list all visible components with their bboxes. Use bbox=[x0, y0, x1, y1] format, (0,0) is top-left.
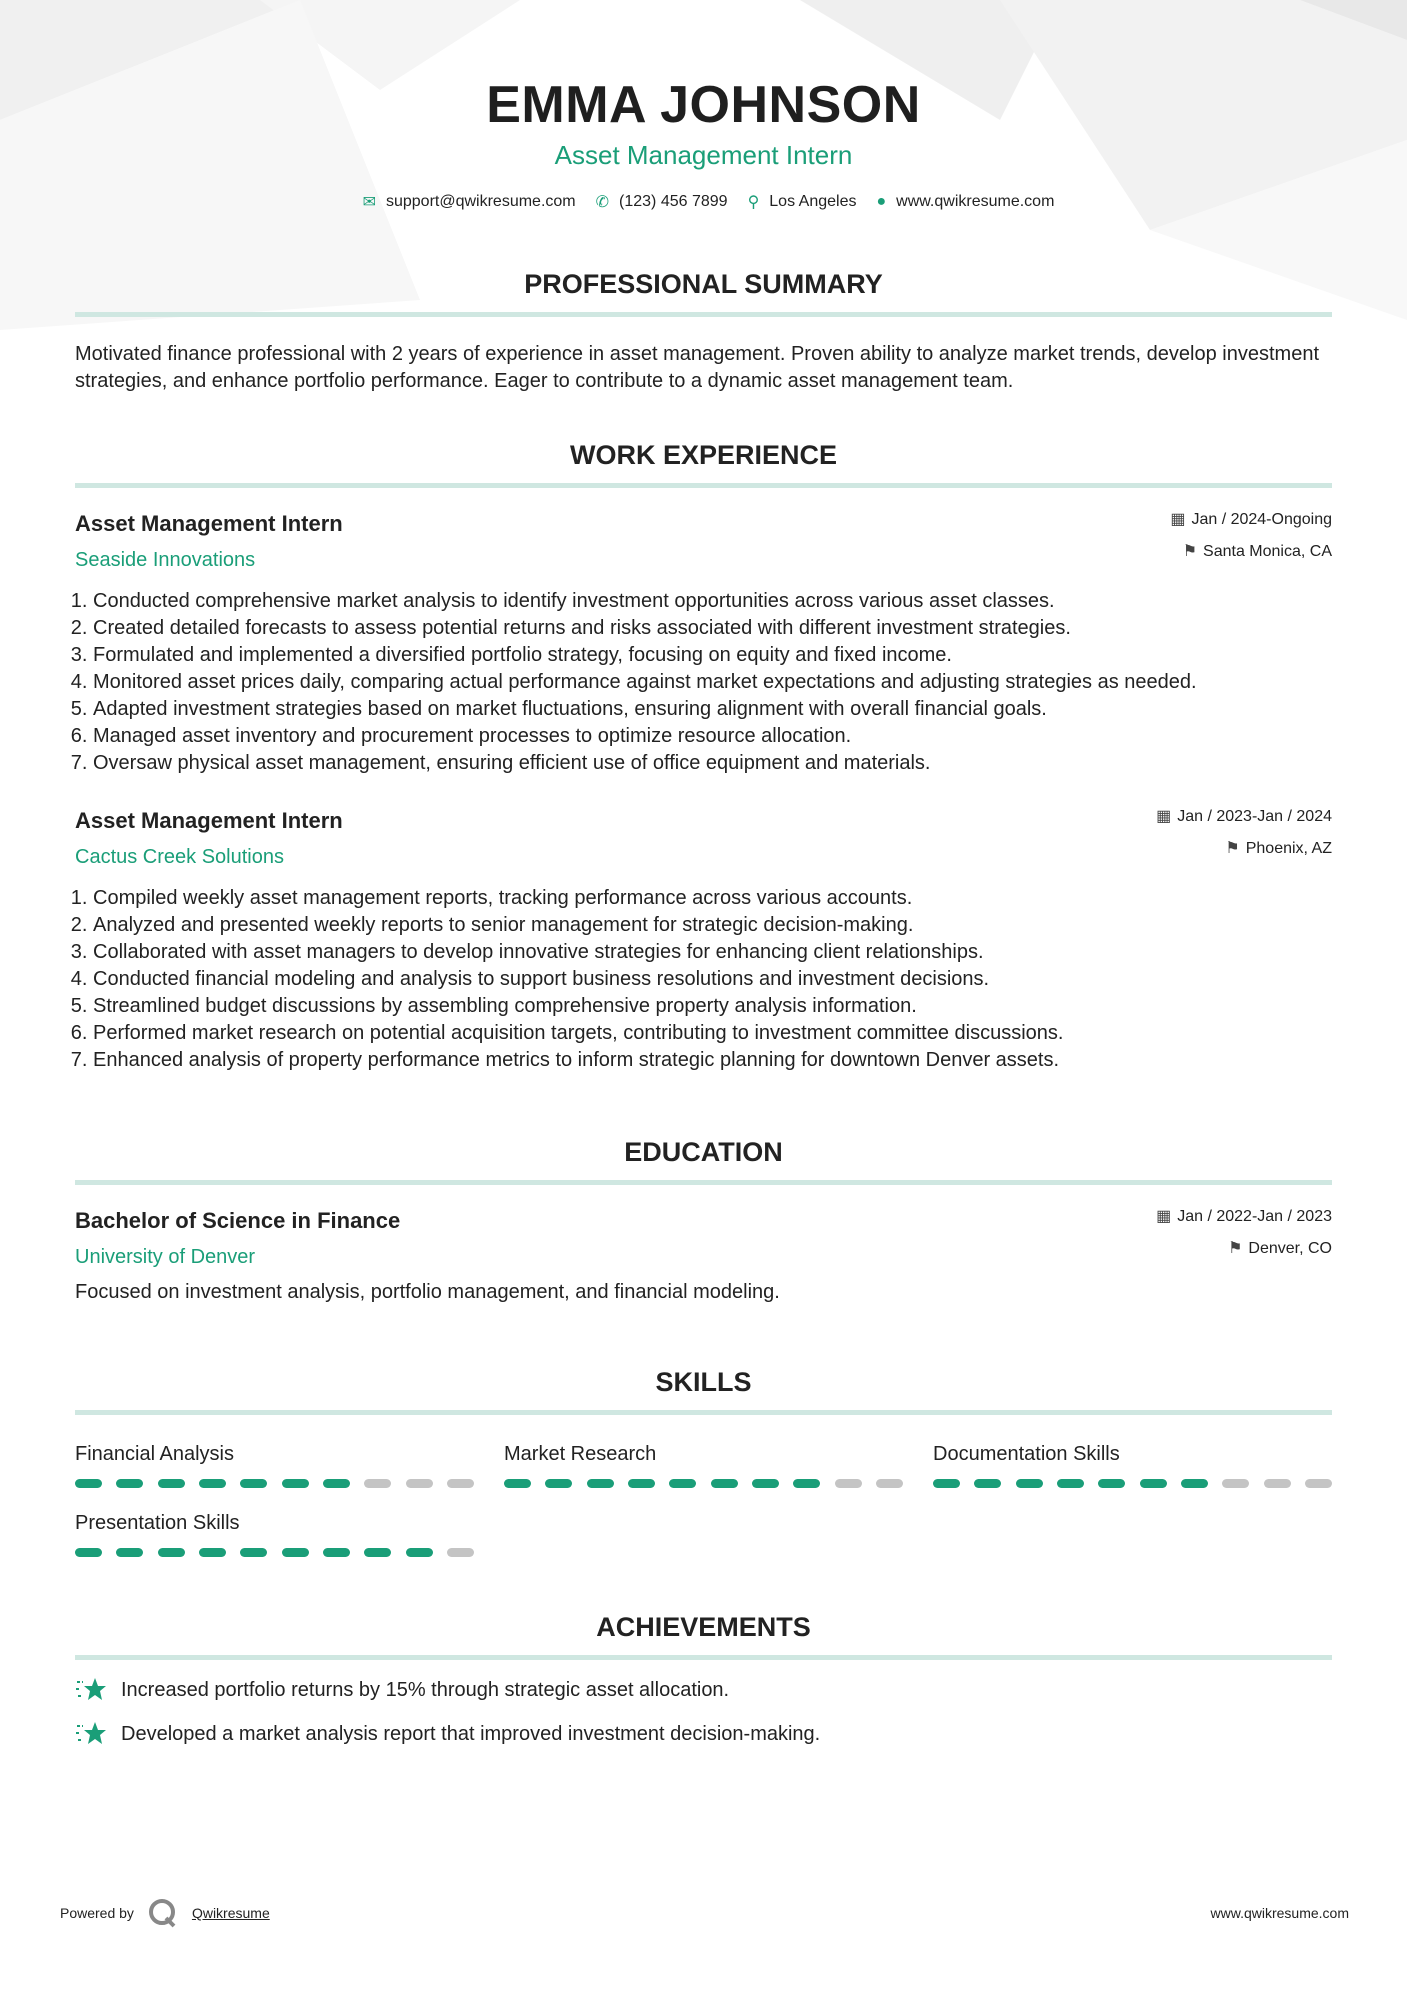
rating-dot-empty bbox=[1222, 1479, 1249, 1488]
rating-dot-filled bbox=[406, 1548, 433, 1557]
job-location: Phoenix, AZ bbox=[1245, 840, 1332, 857]
bullet: 4. Conducted financial modeling and analysis to support business resolutions and investment decisions. bbox=[93, 966, 1332, 993]
education-location: Denver, CO bbox=[1248, 1240, 1332, 1257]
bullet: 5. Streamlined budget discussions by assembling comprehensive property analysis information. bbox=[93, 993, 1332, 1020]
job-location: Santa Monica, CA bbox=[1203, 543, 1332, 560]
school-name: University of Denver bbox=[75, 1246, 256, 1268]
calendar-icon: ▦ bbox=[1156, 808, 1172, 825]
job-bullets bbox=[75, 588, 1332, 777]
rating-dot-filled bbox=[75, 1548, 102, 1557]
rating-dot-filled bbox=[282, 1548, 309, 1557]
rating-dot-empty bbox=[1264, 1479, 1291, 1488]
rating-dot-filled bbox=[1098, 1479, 1125, 1488]
rating-dot-filled bbox=[974, 1479, 1001, 1488]
bullet: 3. Formulated and implemented a diversified portfolio strategy, focusing on equity and fixed income. bbox=[93, 642, 1332, 669]
rating-dot-filled bbox=[1016, 1479, 1043, 1488]
phone-icon: ✆ bbox=[595, 194, 610, 211]
rating-dot-empty bbox=[876, 1479, 903, 1488]
rating-dot-filled bbox=[752, 1479, 779, 1488]
achievement-text: Developed a market analysis report that improved investment decision-making. bbox=[121, 1722, 821, 1745]
bullet: 6. Managed asset inventory and procurement processes to optimize resource allocation. bbox=[93, 723, 1332, 750]
rating-dot-filled bbox=[282, 1479, 309, 1488]
bullet: 2. Created detailed forecasts to assess potential returns and risks associated with different investment strategies. bbox=[93, 615, 1332, 642]
rating-dot-filled bbox=[158, 1548, 185, 1557]
pin-icon: ⚑ bbox=[1228, 1240, 1243, 1257]
skill-rating bbox=[75, 1479, 474, 1488]
globe-icon: ● bbox=[876, 193, 887, 210]
education-date: Jan / 2022-Jan / 2023 bbox=[1177, 1208, 1332, 1225]
qwikresume-logo-icon bbox=[148, 1898, 178, 1928]
section-divider bbox=[75, 483, 1332, 488]
rating-dot-filled bbox=[364, 1548, 391, 1557]
rating-dot-filled bbox=[158, 1479, 185, 1488]
rating-dot-empty bbox=[447, 1548, 474, 1557]
section-title: ACHIEVEMENTS bbox=[596, 1612, 811, 1642]
bullet: 5. Adapted investment strategies based on market fluctuations, ensuring alignment with overall financial goals. bbox=[93, 696, 1332, 723]
footer bbox=[60, 1898, 1349, 1928]
skill-name: Documentation Skills bbox=[933, 1443, 1120, 1465]
rating-dot-filled bbox=[587, 1479, 614, 1488]
job-title: Asset Management Intern bbox=[75, 511, 343, 536]
section-title: SKILLS bbox=[655, 1367, 752, 1397]
rating-dot-filled bbox=[240, 1479, 267, 1488]
contact-location: Los Angeles bbox=[769, 193, 857, 210]
section-divider bbox=[75, 312, 1332, 317]
company-name: Seaside Innovations bbox=[75, 549, 256, 571]
rating-dot-filled bbox=[711, 1479, 738, 1488]
rating-dot-filled bbox=[116, 1548, 143, 1557]
section-divider bbox=[75, 1410, 1332, 1415]
job-entry bbox=[75, 807, 1332, 1074]
job-date: Jan / 2024-Ongoing bbox=[1191, 511, 1332, 528]
skill-name: Market Research bbox=[504, 1443, 657, 1465]
brand-link[interactable]: Qwikresume bbox=[191, 1905, 270, 1921]
rating-dot-empty bbox=[406, 1479, 433, 1488]
rating-dot-filled bbox=[628, 1479, 655, 1488]
rating-dot-filled bbox=[933, 1479, 960, 1488]
rating-dot-filled bbox=[1140, 1479, 1167, 1488]
rating-dot-filled bbox=[793, 1479, 820, 1488]
rating-dot-filled bbox=[545, 1479, 572, 1488]
rating-dot-filled bbox=[199, 1479, 226, 1488]
skill-rating bbox=[933, 1479, 1332, 1488]
rating-dot-filled bbox=[75, 1479, 102, 1488]
rating-dot-filled bbox=[240, 1548, 267, 1557]
contact-email[interactable]: support@qwikresume.com bbox=[385, 193, 576, 210]
summary-text: Motivated finance professional with 2 years of experience in asset management. Proven ability to analyze market trends, develop investment strategies, and enhance portfolio performance. Eager to contribute to a dynamic asset management team. bbox=[75, 343, 1319, 392]
job-entry bbox=[75, 510, 1332, 777]
rating-dot-empty bbox=[447, 1479, 474, 1488]
job-bullets bbox=[75, 885, 1332, 1074]
skills-section bbox=[75, 1366, 1332, 1557]
bullet: 7. Enhanced analysis of property performance metrics to inform strategic planning for downtown Denver assets. bbox=[93, 1047, 1332, 1074]
skill-rating bbox=[504, 1479, 903, 1488]
rating-dot-filled bbox=[504, 1479, 531, 1488]
skill-item bbox=[75, 1441, 474, 1488]
section-title: WORK EXPERIENCE bbox=[569, 440, 838, 470]
rating-dot-filled bbox=[199, 1548, 226, 1557]
bullet: 7. Oversaw physical asset management, ensuring efficient use of office equipment and materials. bbox=[93, 750, 1332, 777]
footer-website[interactable]: www.qwikresume.com bbox=[1210, 1905, 1349, 1921]
star-icon bbox=[75, 1720, 107, 1748]
rating-dot-empty bbox=[835, 1479, 862, 1488]
bullet: 6. Performed market research on potential acquisition targets, contributing to investment committee discussions. bbox=[93, 1020, 1332, 1047]
skill-item bbox=[75, 1510, 474, 1557]
experience-section bbox=[75, 439, 1332, 1074]
achievement-item bbox=[75, 1720, 1332, 1748]
calendar-icon: ▦ bbox=[1170, 511, 1186, 528]
education-description: Focused on investment analysis, portfolio management, and financial modeling. bbox=[75, 1281, 780, 1303]
bullet: 1. Compiled weekly asset management reports, tracking performance across various accounts. bbox=[93, 885, 1332, 912]
bullet: 3. Collaborated with asset managers to develop innovative strategies for enhancing client relationships. bbox=[93, 939, 1332, 966]
contact-website[interactable]: www.qwikresume.com bbox=[896, 193, 1055, 210]
powered-by-label: Powered by bbox=[60, 1905, 134, 1921]
rating-dot-filled bbox=[323, 1548, 350, 1557]
skill-rating bbox=[75, 1548, 474, 1557]
candidate-role: Asset Management Intern bbox=[554, 140, 853, 170]
star-icon bbox=[75, 1676, 107, 1704]
bullet: 4. Monitored asset prices daily, comparing actual performance against market expectations and adjusting strategies as needed. bbox=[93, 669, 1332, 696]
degree: Bachelor of Science in Finance bbox=[75, 1208, 401, 1233]
skill-item bbox=[504, 1441, 903, 1488]
rating-dot-filled bbox=[116, 1479, 143, 1488]
achievements-section bbox=[75, 1611, 1332, 1748]
section-title: EDUCATION bbox=[624, 1137, 783, 1167]
skill-name: Financial Analysis bbox=[75, 1443, 234, 1465]
calendar-icon: ▦ bbox=[1156, 1208, 1172, 1225]
rating-dot-filled bbox=[1057, 1479, 1084, 1488]
section-divider bbox=[75, 1180, 1332, 1185]
skills-grid bbox=[75, 1441, 1332, 1557]
contact-phone: (123) 456 7899 bbox=[619, 193, 728, 210]
achievement-item bbox=[75, 1676, 1332, 1704]
rating-dot-filled bbox=[669, 1479, 696, 1488]
rating-dot-filled bbox=[323, 1479, 350, 1488]
summary-section bbox=[75, 268, 1332, 395]
pin-icon: ⚑ bbox=[1182, 543, 1198, 560]
skill-name: Presentation Skills bbox=[75, 1512, 240, 1534]
location-pin-icon: ⚲ bbox=[747, 194, 760, 211]
section-title: PROFESSIONAL SUMMARY bbox=[524, 269, 883, 299]
section-divider bbox=[75, 1655, 1332, 1660]
job-title: Asset Management Intern bbox=[75, 808, 343, 833]
company-name: Cactus Creek Solutions bbox=[75, 846, 284, 868]
job-date: Jan / 2023-Jan / 2024 bbox=[1177, 808, 1332, 825]
education-section bbox=[75, 1136, 1332, 1306]
rating-dot-empty bbox=[364, 1479, 391, 1488]
pin-icon: ⚑ bbox=[1225, 840, 1240, 857]
email-icon: ✉ bbox=[362, 194, 376, 211]
bullet: 2. Analyzed and presented weekly reports to senior management for strategic decision-making. bbox=[93, 912, 1332, 939]
candidate-name: EMMA JOHNSON bbox=[486, 76, 921, 134]
bullet: 1. Conducted comprehensive market analysis to identify investment opportunities across various asset classes. bbox=[93, 588, 1332, 615]
skill-item bbox=[933, 1441, 1332, 1488]
contact-bar bbox=[75, 190, 1332, 214]
rating-dot-filled bbox=[1181, 1479, 1208, 1488]
achievement-text: Increased portfolio returns by 15% through strategic asset allocation. bbox=[121, 1678, 730, 1701]
rating-dot-empty bbox=[1305, 1479, 1332, 1488]
